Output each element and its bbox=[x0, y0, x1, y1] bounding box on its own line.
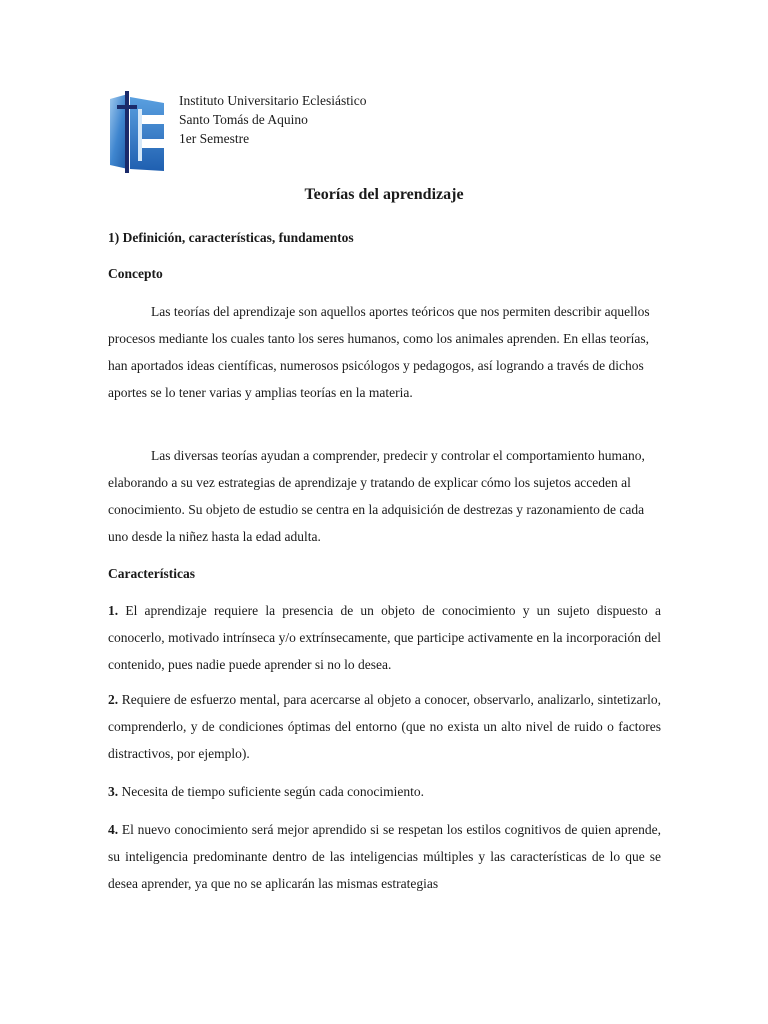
institution-header bbox=[179, 91, 366, 148]
item-number: 4. bbox=[108, 822, 119, 837]
section-heading-definition: 1) Definición, características, fundamentos bbox=[108, 230, 354, 245]
caracteristica-item-4 bbox=[108, 816, 661, 897]
institute-logo bbox=[108, 91, 166, 173]
item-text: El aprendizaje requiere la presencia de un objeto de conocimiento y un sujeto dispuesto a conocerlo, motivado intrínseca y/o extrínsecamente, que participe activamente en la incorporación del contenido, pues nadie puede aprender si no lo desea. bbox=[108, 603, 661, 672]
item-text: El nuevo conocimiento será mejor aprendido si se respetan los estilos cognitivos de quien aprende, su inteligencia predominante dentro de las inteligencias múltiples y las características de lo que se desea aprender, ya que no se aplicarán las mismas estrategias bbox=[108, 822, 662, 891]
caracteristica-item-2 bbox=[108, 686, 661, 767]
caracteristica-item-3 bbox=[108, 778, 661, 805]
concepto-paragraph-1: Las teorías del aprendizaje son aquellos aportes teóricos que nos permiten describir aquellos procesos mediante los cuales tanto los seres humanos, como los animales aprenden. En ellas teorías, han aportados ideas científicas, numerosos psicólogos y pedagogos, así logrando a través de dichos aportes se lo tener varias y amplias teorías en la materia. bbox=[108, 304, 650, 400]
item-number: 1. bbox=[108, 603, 119, 618]
institution-subname: Santo Tomás de Aquino bbox=[179, 112, 308, 127]
item-text: Requiere de esfuerzo mental, para acercarse al objeto a conocer, observarlo, analizarlo, sintetizarlo, comprenderlo, y de condiciones óptimas del entorno (que no exista un alto nivel de ruido o factores distractivos, por ejemplo). bbox=[108, 692, 662, 761]
item-number: 2. bbox=[108, 692, 119, 707]
concepto-paragraph-2: Las diversas teorías ayudan a comprender, predecir y controlar el comportamiento humano, elaborando a su vez estrategias de aprendizaje y tratando de explicar cómo los sujetos acceden al conocimiento. Su objeto de estudio se centra en la adquisición de destrezas y razonamiento de cada uno desde la niñez hasta la edad adulta. bbox=[108, 448, 645, 544]
heading-caracteristicas: Características bbox=[108, 566, 195, 581]
semester-label: 1er Semestre bbox=[179, 131, 250, 146]
document-title: Teorías del aprendizaje bbox=[304, 186, 464, 203]
caracteristica-item-1 bbox=[108, 597, 661, 678]
item-text: Necesita de tiempo suficiente según cada conocimiento. bbox=[121, 784, 425, 799]
institution-name: Instituto Universitario Eclesiástico bbox=[179, 93, 367, 108]
item-number: 3. bbox=[108, 784, 119, 799]
heading-concepto: Concepto bbox=[108, 266, 163, 281]
